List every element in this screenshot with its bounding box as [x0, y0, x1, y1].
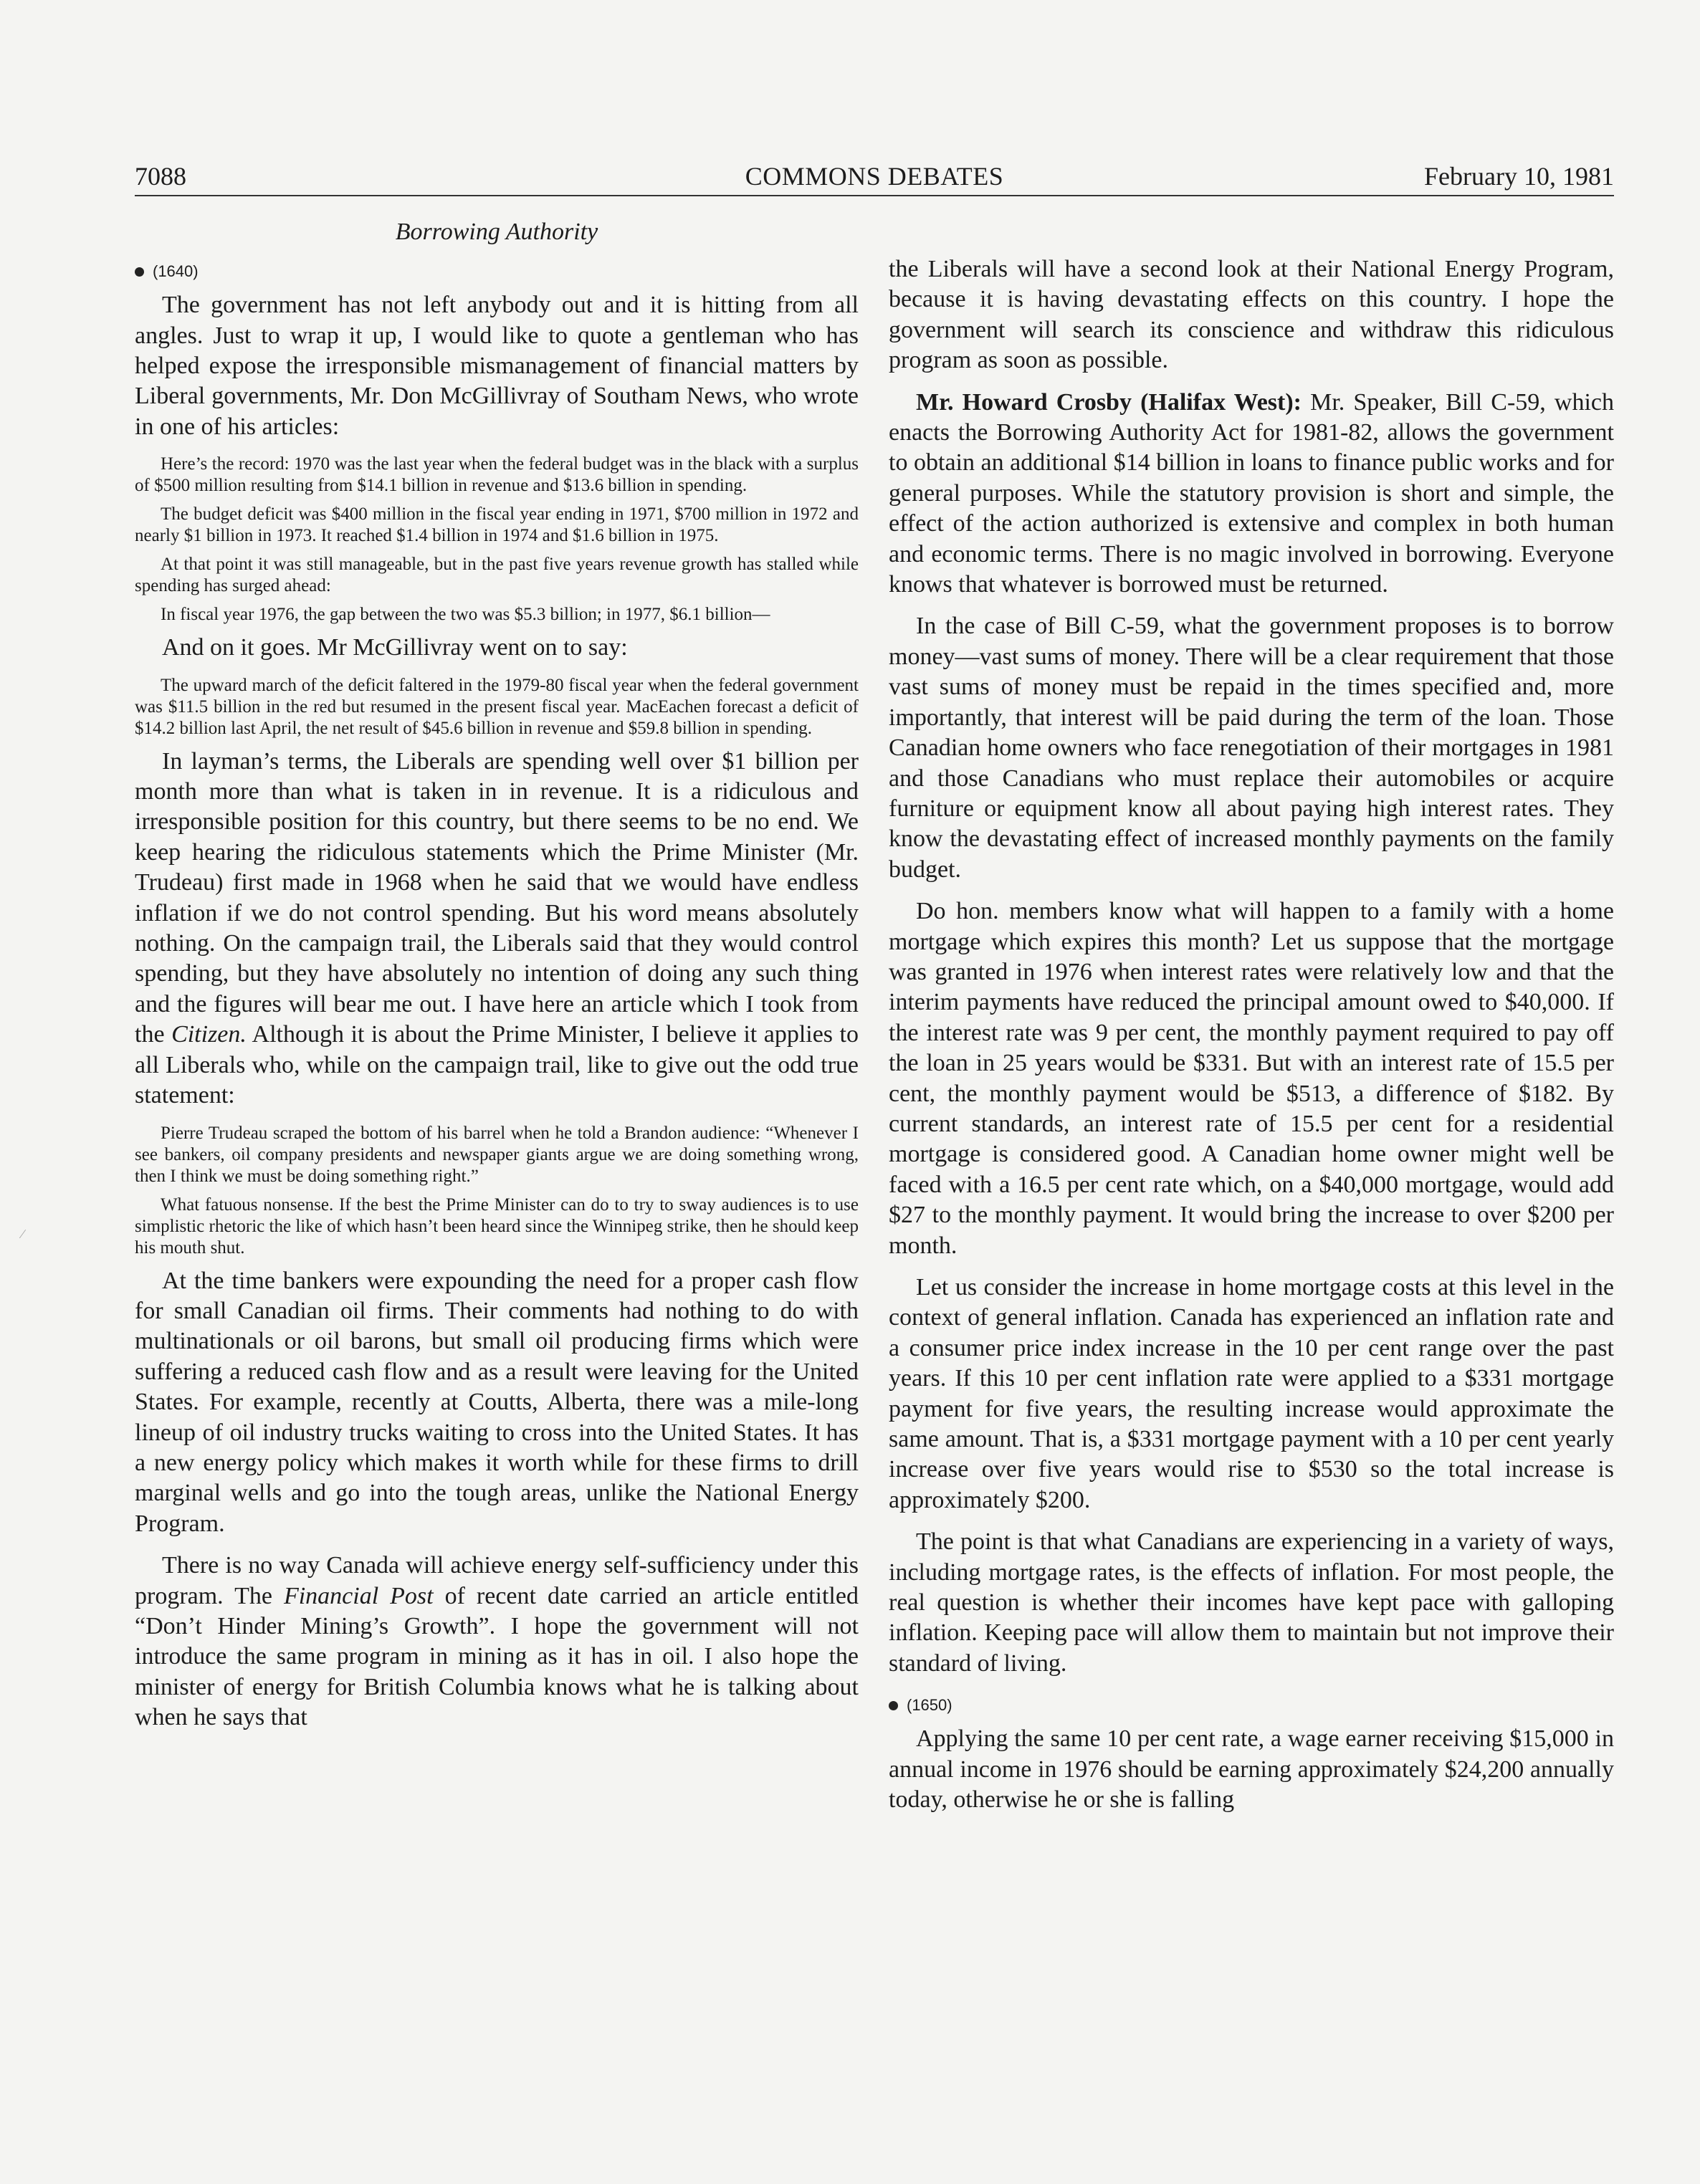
paragraph: [889, 388, 1614, 600]
bullet-icon: [889, 1701, 898, 1710]
quotation: Pierre Trudeau scraped the bottom of his barrel when he told a Brandon audience: “Whenever I see bankers, oil company presidents and newspaper giants argue we are doing something wrong, then I think we must be doing something right.”: [135, 1123, 859, 1186]
time-marker: [135, 257, 859, 286]
quotation: At that point it was still manageable, but in the past five years revenue growth has stalled while spending has surged ahead:: [135, 555, 859, 596]
paragraph: At the time bankers were expounding the need for a proper cash flow for small Canadian oil firms. Their comments had nothing to do with multinationals or oil barons, but small oil producing firms which were suffering a reduced cash flow and as a result were leaving for the United States. For example, recently at Coutts, Alberta, there was a mile-long lineup of oil industry trucks waiting to cross into the United States. It has a new energy policy which makes it worth while for these firms to drill marginal wells and go into the tough areas, unlike the National Energy Program.: [135, 1267, 859, 1537]
paragraph-text: of recent date carried an article entitled “Don’t Hinder Mining’s Growth”. I hope the government will not introduce the same program in mining as it has in oil. I also hope the minister of energy for British Columbia knows what he is talking about when he says that: [135, 1582, 859, 1731]
quotation: In fiscal year 1976, the gap between the two was $5.3 billion; in 1977, $6.1 billion—: [161, 605, 770, 625]
paragraph-text: Although it is about the Prime Minister, I believe it applies to all Liberals who, while on the campaign trail, like to give out the odd true statement:: [135, 1021, 859, 1109]
left-column: [135, 215, 859, 1745]
margin-mark: ∕: [22, 1227, 24, 1241]
paragraph: Applying the same 10 per cent rate, a wage earner receiving $15,000 in annual income in 1976 should be earning approximately $24,200 annually today, otherwise he or she is falling: [889, 1725, 1614, 1814]
paragraph: the Liberals will have a second look at their National Energy Program, because it is having devastating effects on this country. I hope the government will search its conscience and withdraw this ridiculous program as soon as possible.: [889, 256, 1614, 374]
quotation: Here’s the record: 1970 was the last year when the federal budget was in the black with a surplus of $500 million resulting from $14.1 billion in revenue and $13.6 billion in spending.: [135, 454, 859, 496]
publication-title: COMMONS DEBATES: [745, 162, 1004, 191]
paragraph: In the case of Bill C-59, what the government proposes is to borrow money—vast sums of money. There will be a clear requirement that those vast sums of money must be repaid in the times specified and, more importantly, that interest will be paid during the term of the loan. Those Canadian home owners who face renegotiation of their mortgages in 1981 and those Canadians who must replace their automobiles or acquire furniture or equipment know all about paying high interest rates. They know the devastating effect of increased monthly payments on the family budget.: [889, 613, 1614, 883]
publication-date: February 10, 1981: [1424, 162, 1614, 191]
publication-name: Financial Post: [283, 1582, 434, 1609]
paragraph-text: There is no way Canada will achieve energy self-sufficiency under this program. The: [135, 1552, 859, 1609]
right-column: [889, 254, 1614, 1827]
speaker-name: Mr. Howard Crosby (Halifax West):: [916, 388, 1302, 416]
paragraph-text: In layman’s terms, the Liberals are spending well over $1 billion per month more than what is taken in in revenue. It is a ridiculous and irresponsible position for this country, but there seems to be no end. We keep hearing the ridiculous statements which the Prime Minister (Mr. Trudeau) first made in 1968 when he said that we would have endless inflation if we do not control spending. But his word means absolutely nothing. On the campaign trail, the Liberals said that they would control spending, but they have absolutely no intention of doing any such thing and the figures will bear me out. I have here an article which I took from the: [135, 747, 859, 1048]
publication-name: Citizen.: [171, 1021, 247, 1048]
page-number: 7088: [135, 162, 186, 191]
quotation: The upward march of the deficit faltered in the 1979-80 fiscal year when the federal government was $11.5 billion in the red but resumed in the present fiscal year. MacEachen forecast a deficit of $14.2 billion last April, the net result of $45.6 billion in revenue and $59.8 billion in spending.: [135, 675, 859, 738]
bullet-icon: [135, 267, 144, 277]
time-marker-label: (1640): [153, 262, 199, 281]
paragraph: [135, 747, 859, 1111]
paragraph-text: Mr. Speaker, Bill C-59, which enacts the Borrowing Authority Act for 1981-82, allows the government to obtain an additional $14 billion in loans to finance public works and for general purposes. While the statutory provision is short and simple, the effect of the action authorized is extensive and complex in both human and economic terms. There is no magic involved in borrowing. Everyone knows that whatever is borrowed must be returned.: [889, 388, 1614, 598]
time-marker: [889, 1690, 1614, 1720]
quotation: What fatuous nonsense. If the best the Prime Minister can do to try to sway audiences is to use simplistic rhetoric the like of which hasn’t been heard since the Winnipeg strike, then he should keep his mouth shut.: [135, 1194, 859, 1258]
paragraph: And on it goes. Mr McGillivray went on to say:: [162, 634, 628, 661]
paragraph: Do hon. members know what will happen to a family with a home mortgage which expires this month? Let us suppose that the mortgage was granted in 1976 when interest rates were relatively low and that the interim payments have reduced the principal amount owed to $40,000. If the interest rate was 9 per cent, the monthly payment required to pay off the loan in 25 years would be $331. But with an interest rate of 15.5 per cent, the monthly payment would be $513, a difference of $182. By current standards, an interest rate of 15.5 per cent for a residential mortgage is considered good. A Canadian home owner might well be faced with a 16.5 per cent rate which, on a $40,000 mortgage, would add $27 to the monthly payment. It would bring the increase to over $200 per month.: [889, 898, 1614, 1259]
page-header: [135, 159, 1614, 193]
paragraph: Let us consider the increase in home mortgage costs at this level in the context of general inflation. Canada has experienced an inflation rate and a consumer price index increase in the 10 per cent range over the past years. If this 10 per cent inflation rate were applied to a $331 mortgage payment for five years, the resulting increase would approximate the same amount. That is, a $331 mortgage payment with a 10 per cent yearly increase over five years would rise to $530 so the total increase is approximately $200.: [889, 1274, 1614, 1513]
time-marker-label: (1650): [907, 1696, 952, 1715]
quotation: The budget deficit was $400 million in the fiscal year ending in 1971, $700 million in 1972 and nearly $1 billion in 1973. It reached $1.4 billion in 1974 and $1.6 billion in 1975.: [135, 504, 859, 546]
paragraph: The government has not left anybody out and it is hitting from all angles. Just to wrap it up, I would like to quote a gentleman who has helped expose the irresponsible mismanagement of financial matters by Liberal governments, Mr. Don McGillivray of Southam News, who wrote in one of his articles:: [135, 292, 859, 440]
paragraph: The point is that what Canadians are experiencing in a variety of ways, including mortgage rates, is the effects of inflation. For most people, the real question is whether their incomes have kept pace with galloping inflation. Keeping pace will allow them to maintain but not improve their standard of living.: [889, 1528, 1614, 1677]
paragraph: [135, 1551, 859, 1733]
section-title: Borrowing Authority: [395, 219, 598, 245]
header-rule: [135, 195, 1614, 196]
